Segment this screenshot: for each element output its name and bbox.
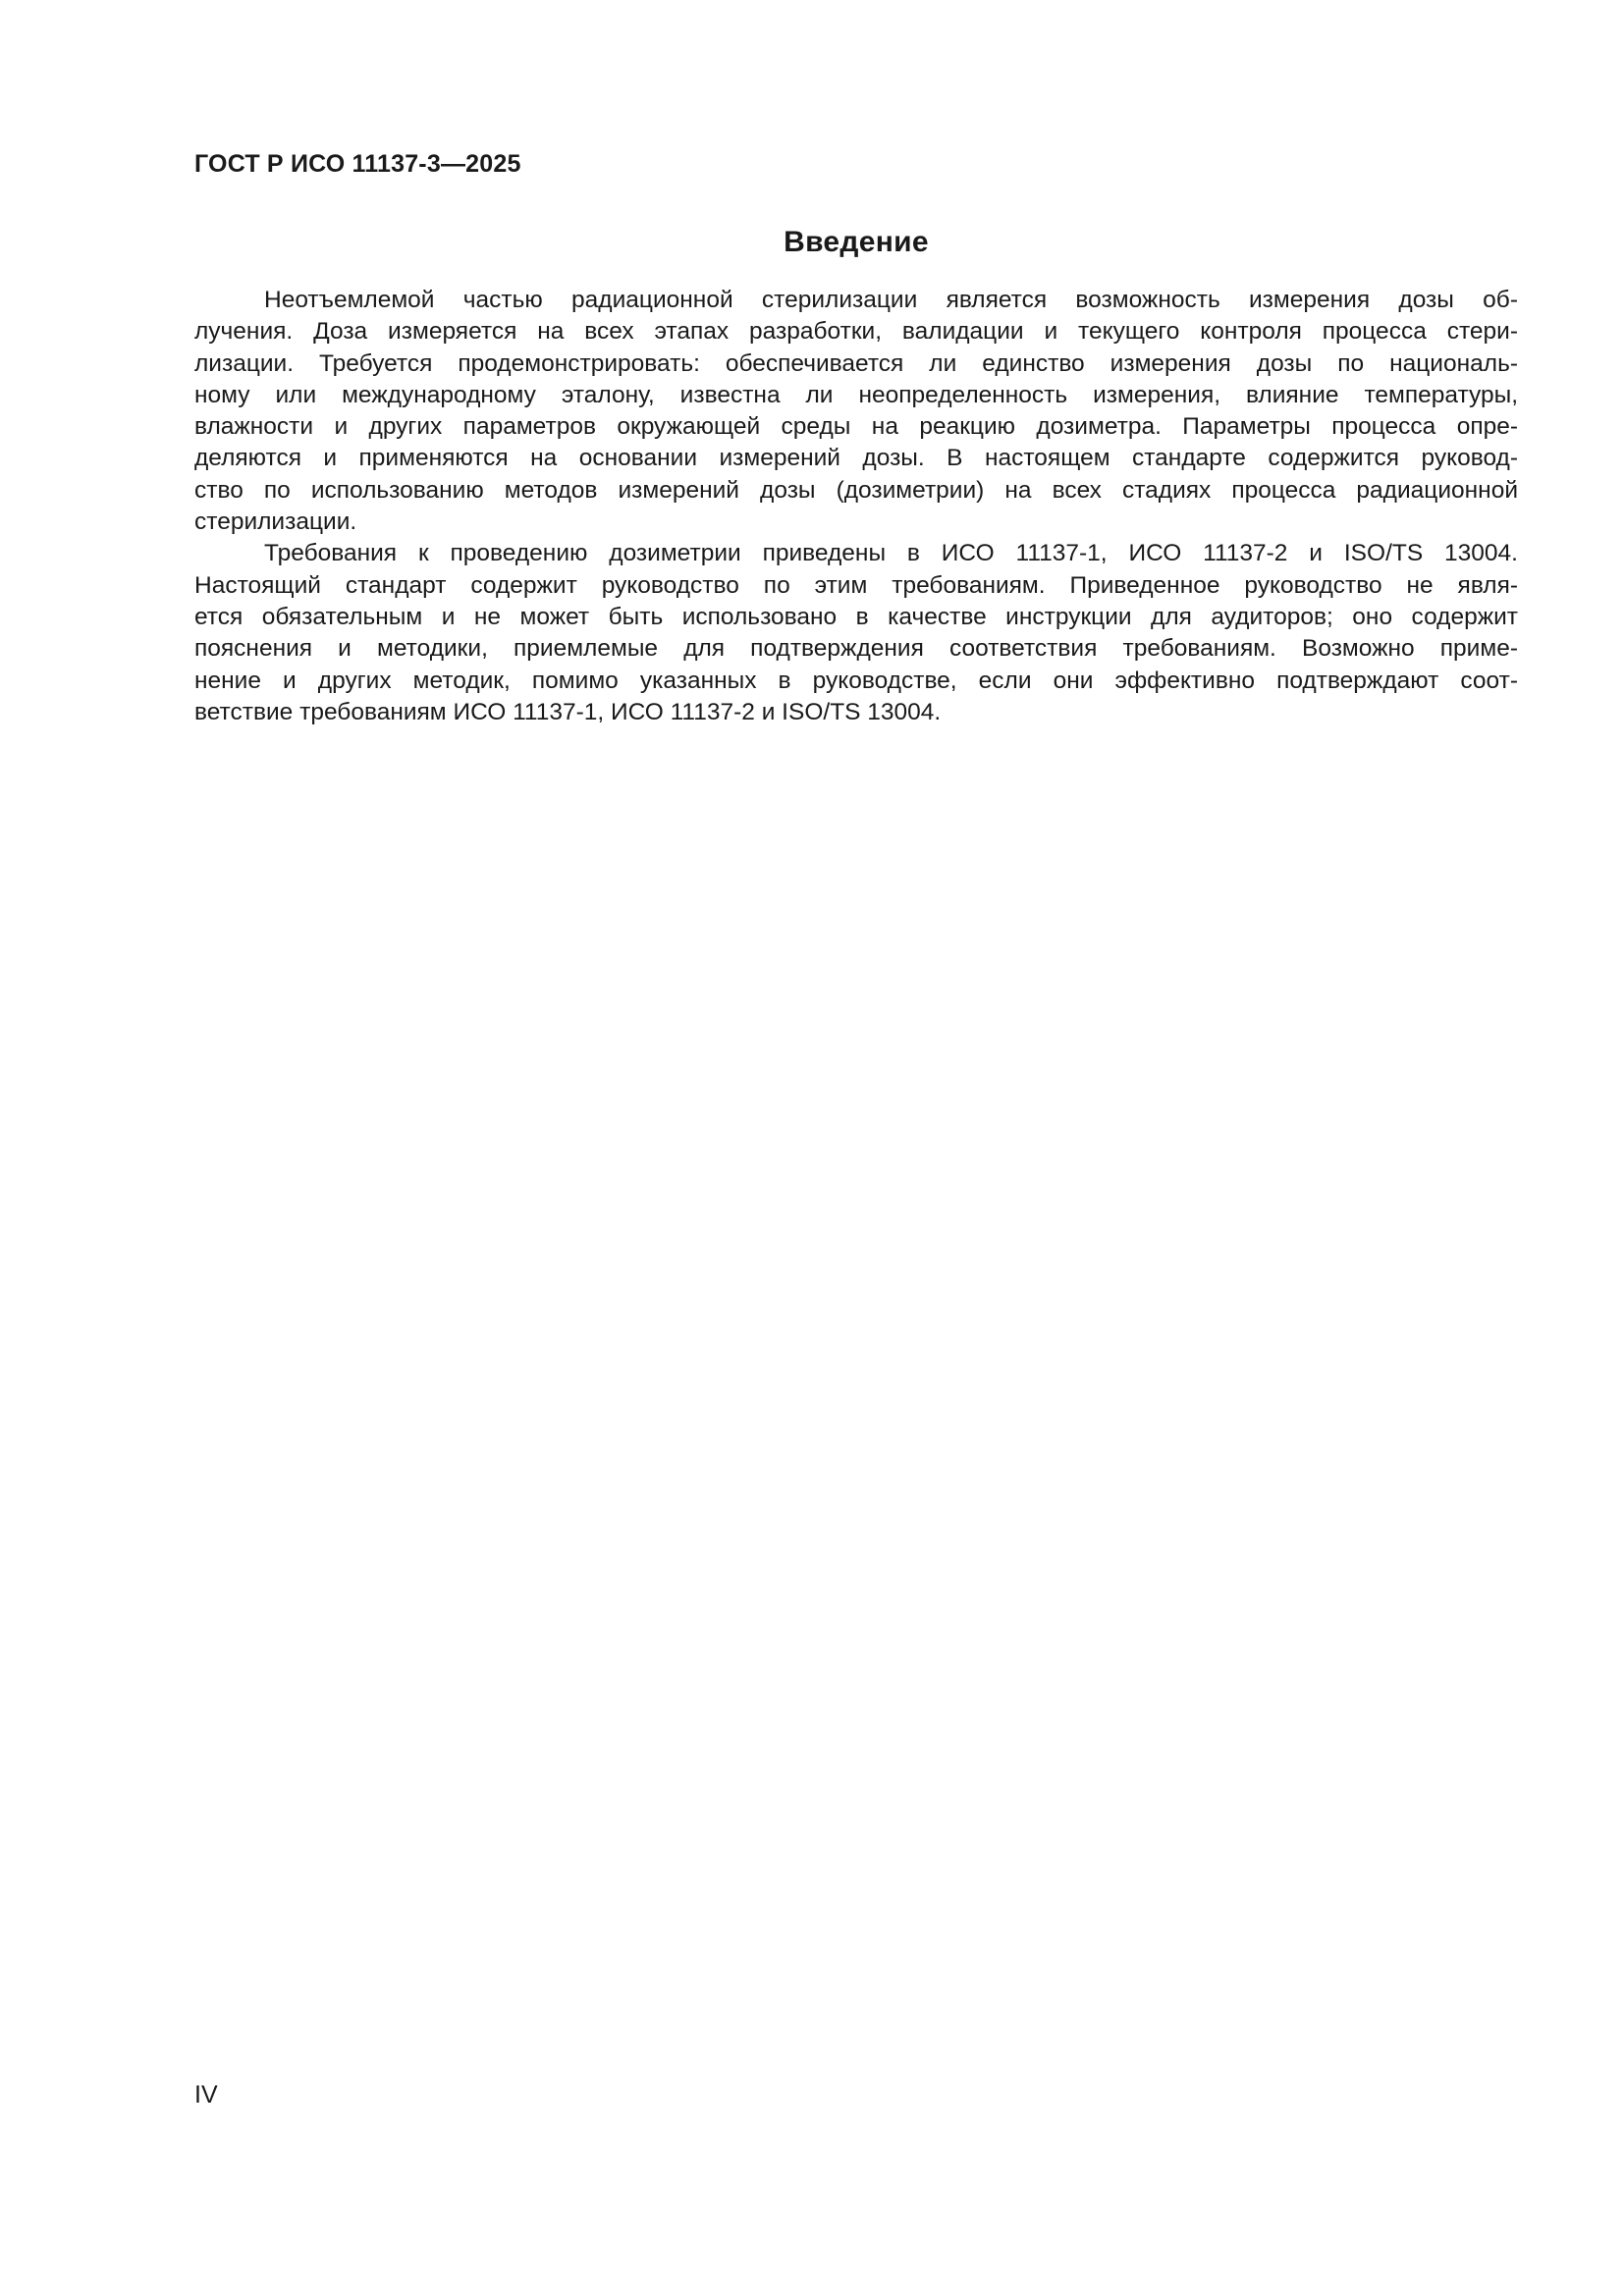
page-number: IV: [194, 2081, 218, 2109]
paragraph-1: [194, 285, 1518, 538]
text-line: нение и других методик, помимо указанных в руководстве, если они эффективно подтверждают соот-: [194, 667, 1518, 694]
paragraph-2: [194, 538, 1518, 728]
text-line: ство по использованию методов измерений дозы (дозиметрии) на всех стадиях процесса радиационной: [194, 476, 1518, 504]
text-line: лизации. Требуется продемонстрировать: обеспечивается ли единство измерения дозы по националь-: [194, 349, 1518, 377]
text-line: ется обязательным и не может быть использовано в качестве инструкции для аудиторов; оно содержит: [194, 603, 1518, 630]
text-line: деляются и применяются на основании измерений дозы. В настоящем стандарте содержится руковод-: [194, 445, 1518, 472]
text-line: ному или международному эталону, известна ли неопределенность измерения, влияние температуры,: [194, 381, 1518, 408]
text-line: лучения. Доза измеряется на всех этапах разработки, валидации и текущего контроля процесса стери-: [194, 318, 1518, 346]
text-line: Настоящий стандарт содержит руководство по этим требованиям. Приведенное руководство не явля-: [194, 571, 1518, 599]
document-code: ГОСТ Р ИСО 11137-3—2025: [194, 150, 521, 178]
text-line: ветствие требованиям ИСО 11137-1, ИСО 11137-2 и ISO/TS 13004.: [194, 698, 942, 725]
text-line: влажности и других параметров окружающей среды на реакцию дозиметра. Параметры процесса опре-: [194, 413, 1518, 441]
text-line: пояснения и методики, приемлемые для подтверждения соответствия требованиям. Возможно приме-: [194, 635, 1518, 663]
text-line: Требования к проведению дозиметрии приведены в ИСО 11137-1, ИСО 11137-2 и ISO/TS 13004.: [264, 540, 1518, 567]
section-title: Введение: [784, 226, 929, 258]
text-line: стерилизации.: [194, 508, 357, 536]
text-line: Неотъемлемой частью радиационной стерилизации является возможность измерения дозы об-: [264, 287, 1518, 313]
section-body: [194, 285, 1518, 728]
